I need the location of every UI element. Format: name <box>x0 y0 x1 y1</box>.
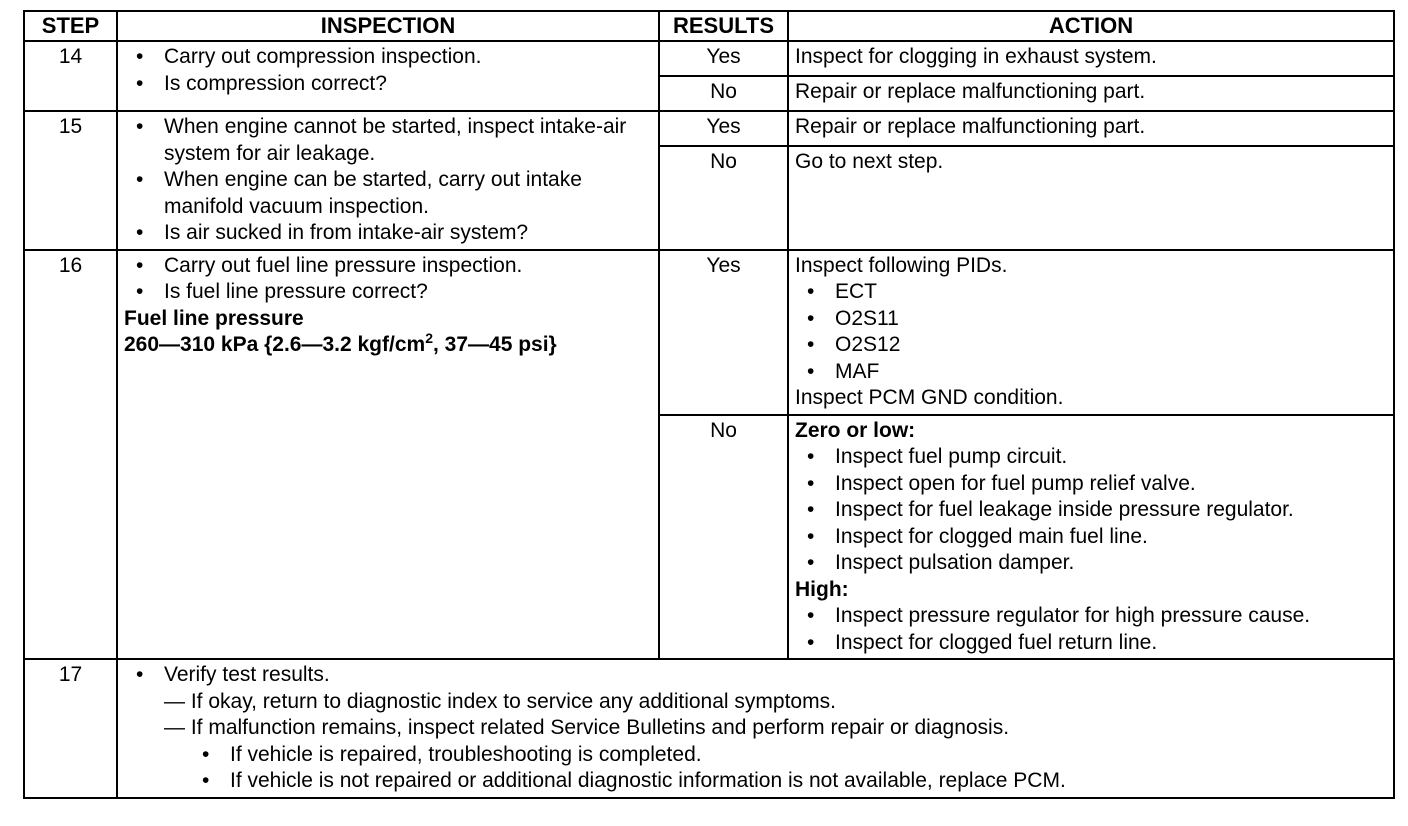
spec-value-main: 260—310 kPa {2.6—3.2 kgf/cm <box>124 333 426 356</box>
spec-value-sup: 2 <box>425 330 433 346</box>
inspection-cell <box>117 111 659 250</box>
table-row <box>24 659 1394 798</box>
list-item: • Is compression correct? <box>124 71 652 98</box>
pid-item: • MAF <box>795 359 1387 386</box>
step-number: 17 <box>24 659 117 798</box>
header-action: ACTION <box>788 11 1394 41</box>
list-item: • Inspect open for fuel pump relief valve. <box>795 471 1387 498</box>
step-number: 16 <box>24 250 117 660</box>
list-item: • Verify test results. <box>124 662 1387 689</box>
spec-title: Fuel line pressure <box>124 306 304 330</box>
header-results: RESULTS <box>659 11 788 41</box>
action-cell: Repair or replace malfunctioning part. <box>788 111 1394 146</box>
inspection-cell <box>117 659 1394 798</box>
list-item: • When engine cannot be started, inspect intake-air system for air leakage. <box>124 114 652 167</box>
table-row <box>24 111 1394 146</box>
list-item: • When engine can be started, carry out intake manifold vacuum inspection. <box>124 167 652 220</box>
action-cell: Go to next step. <box>788 146 1394 250</box>
pid-item: • O2S11 <box>795 306 1387 333</box>
dash-item: — If malfunction remains, inspect related Service Bulletins and perform repair or diagnosis. <box>164 716 1010 739</box>
spec-value-tail: , 37—45 psi} <box>433 333 557 356</box>
action-cell <box>788 250 1394 415</box>
list-item: • Inspect pressure regulator for high pressure cause. <box>795 603 1387 630</box>
action-intro: Inspect following PIDs. <box>795 253 1008 277</box>
pid-item: • O2S12 <box>795 332 1387 359</box>
troubleshooting-table <box>23 10 1395 799</box>
dash-item: — If okay, return to diagnostic index to service any additional symptoms. <box>164 689 836 713</box>
sub-item: • If vehicle is not repaired or additional diagnostic information is not available, replace PCM. <box>124 768 1387 795</box>
list-item: • Carry out fuel line pressure inspection. <box>124 253 652 280</box>
step-number: 15 <box>24 111 117 250</box>
list-item: • Inspect fuel pump circuit. <box>795 444 1387 471</box>
result-no: No <box>659 415 788 660</box>
result-yes: Yes <box>659 111 788 146</box>
step-number: 14 <box>24 41 117 111</box>
result-no: No <box>659 146 788 250</box>
list-item: • Is air sucked in from intake-air system? <box>124 220 652 247</box>
table-row <box>24 41 1394 76</box>
action-outro: Inspect PCM GND condition. <box>795 386 1064 409</box>
action-cell <box>788 415 1394 660</box>
sub-item: • If vehicle is repaired, troubleshooting is completed. <box>124 742 1387 769</box>
header-row <box>24 11 1394 41</box>
inspection-cell <box>117 250 659 660</box>
list-item: • Inspect for clogged fuel return line. <box>795 630 1387 657</box>
spec-value <box>124 332 652 359</box>
pid-item: • ECT <box>795 279 1387 306</box>
list-item: • Inspect for fuel leakage inside pressure regulator. <box>795 497 1387 524</box>
list-item: • Inspect for clogged main fuel line. <box>795 524 1387 551</box>
action-cell: Inspect for clogging in exhaust system. <box>788 41 1394 76</box>
list-item: • Inspect pulsation damper. <box>795 550 1387 577</box>
high-title: High: <box>795 577 849 601</box>
result-yes: Yes <box>659 250 788 415</box>
list-item: • Is fuel line pressure correct? <box>124 279 652 306</box>
action-cell: Repair or replace malfunctioning part. <box>788 76 1394 111</box>
result-no: No <box>659 76 788 111</box>
list-item: • Carry out compression inspection. <box>124 44 652 71</box>
header-inspection: INSPECTION <box>117 11 659 41</box>
table-row <box>24 250 1394 415</box>
result-yes: Yes <box>659 41 788 76</box>
header-step: STEP <box>24 11 117 41</box>
zero-low-title: Zero or low: <box>795 418 916 442</box>
inspection-cell <box>117 41 659 111</box>
